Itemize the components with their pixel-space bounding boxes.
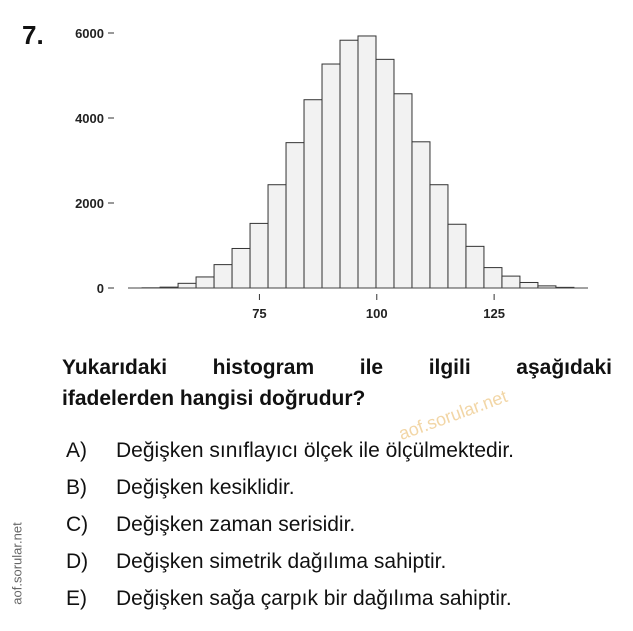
histogram-bar: [232, 248, 250, 288]
histogram-bar: [412, 142, 430, 288]
option-text: Değişken sınıflayıcı ölçek ile ölçülmektedir.: [116, 438, 515, 462]
answer-options: [66, 432, 514, 617]
y-tick-label: 4000: [75, 111, 104, 126]
x-tick-label: 125: [483, 306, 505, 321]
watermark: aof.sorular.net: [395, 386, 510, 444]
option-e[interactable]: [66, 580, 514, 617]
option-c[interactable]: [66, 506, 514, 543]
histogram-bar: [178, 283, 196, 288]
option-text: Değişken simetrik dağılıma sahiptir.: [116, 549, 447, 573]
x-axis: [252, 294, 505, 321]
y-tick-label: 2000: [75, 196, 104, 211]
histogram-bar: [214, 265, 232, 288]
histogram-bar: [286, 143, 304, 288]
option-text: Değişken kesiklidir.: [116, 475, 295, 499]
histogram-bar: [358, 36, 376, 288]
option-letter: B): [66, 475, 87, 499]
option-text: Değişken zaman serisidir.: [116, 512, 356, 536]
y-tick-label: 6000: [75, 26, 104, 41]
histogram-bar: [376, 59, 394, 288]
histogram-bar: [448, 224, 466, 288]
histogram-bar: [268, 185, 286, 288]
histogram-bar: [304, 100, 322, 288]
option-text: Değişken sağa çarpık bir dağılıma sahiptir.: [116, 586, 512, 610]
y-tick-label: 0: [96, 281, 104, 296]
question-text: [62, 352, 612, 414]
histogram-bar: [340, 40, 358, 288]
question-line-1: Yukarıdaki histogram ile ilgili aşağıdaki: [62, 356, 612, 379]
side-watermark: aof.sorular.net: [9, 522, 25, 605]
histogram-bar: [520, 282, 538, 288]
histogram-bar: [250, 223, 268, 288]
option-letter: D): [66, 549, 89, 573]
histogram-bar: [322, 64, 340, 288]
y-axis: [75, 26, 114, 296]
histogram-bar: [394, 94, 412, 288]
histogram-bar: [502, 276, 520, 288]
x-tick-label: 100: [365, 306, 388, 321]
option-letter: A): [66, 438, 87, 462]
option-a[interactable]: [66, 432, 514, 469]
question-line-2: ifadelerden hangisi doğrudur?: [62, 387, 366, 410]
option-letter: C): [66, 512, 89, 536]
histogram-bar: [196, 277, 214, 288]
histogram-bars: [142, 36, 574, 288]
question-number: 7.: [22, 20, 44, 50]
option-letter: E): [66, 586, 87, 610]
option-b[interactable]: [66, 469, 514, 506]
histogram-bar: [430, 185, 448, 288]
histogram-bar: [466, 246, 484, 288]
option-d[interactable]: [66, 543, 514, 580]
histogram-bar: [484, 268, 502, 288]
x-tick-label: 75: [252, 306, 267, 321]
